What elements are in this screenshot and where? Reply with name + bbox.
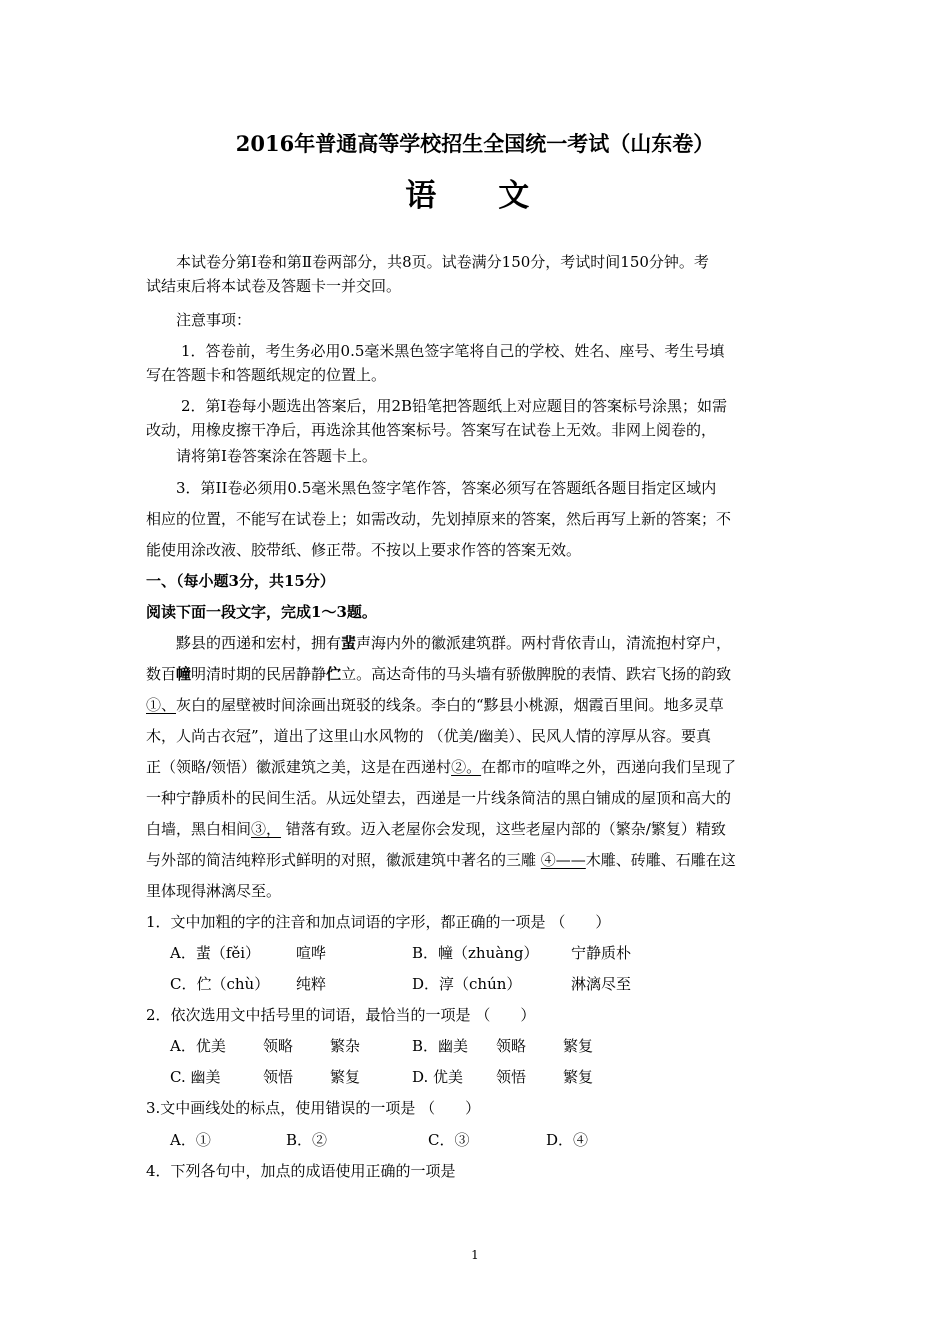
q2-option-c-word2: 领悟 (263, 1068, 294, 1086)
q1-option-b-word: 宁静质朴 (571, 944, 632, 962)
passage-line-2: 数百幢明清时期的民居静静伫立。高达奇伟的马头墙有骄傲脾脫的表情、跌宕飞扬的韵致 (146, 665, 732, 683)
intro-line-2: 试结束后将本试卷及答题卡一并交回。 (146, 277, 402, 295)
note-2c: 请将第Ⅰ卷答案涂在答题卡上。 (176, 447, 377, 465)
q2-option-a-word3: 繁杂 (330, 1037, 361, 1055)
section-heading: 一、（每小题3分，共15分） (146, 572, 335, 590)
note-3a: 3．第II卷必须用0.5毫米黑色签字笔作答，答案必须写在答题纸各题目指定区域内 (176, 479, 717, 497)
subject-title: 语 文 (405, 178, 545, 214)
note-3c: 能使用涂改液、胶带纸、修正带。不按以上要求作答的答案无效。 (146, 541, 582, 559)
question-2-stem: 2．依次选用文中括号里的词语，最恰当的一项是 （ ） (146, 1006, 536, 1024)
notes-heading: 注意事项： (176, 311, 252, 329)
question-4-stem: 4．下列各句中，加点的成语使用正确的一项是 (146, 1162, 456, 1180)
passage-line-7: 白墙，黑白相间③， 错落有致。迈入老屋你会发现，这些老屋内部的（繁杂/繁复）精致 (146, 820, 726, 838)
q3-option-d: D．④ (546, 1131, 589, 1149)
passage-line-1: 黟县的西递和宏村，拥有蜚声海内外的徽派建筑群。两村背依青山，清流抱村穿户， (176, 634, 732, 652)
q2-option-d: D. 优美 (412, 1068, 464, 1086)
passage-line-6: 一种宁静质朴的民间生活。从远处望去，西递是一片线条简洁的黑白铺成的屋顶和高大的 (146, 789, 732, 807)
q1-option-d-word: 淋漓尽至 (571, 975, 632, 993)
q1-option-a-word: 喧哗 (296, 944, 327, 962)
intro-line-1: 本试卷分第Ⅰ卷和第Ⅱ卷两部分，共8页。试卷满分150分，考试时间150分钟。考 (176, 253, 709, 271)
q2-option-b: B．幽美 (412, 1037, 469, 1055)
q1-option-d: D．淳（chún） (412, 975, 522, 993)
passage-line-9: 里体现得淋漓尽至。 (146, 882, 282, 900)
passage-line-5: 正（领略/领悟）徽派建筑之美，这是在西递村②。在都市的喧哗之外，西递向我们呈现了 (146, 758, 737, 776)
q2-option-b-word3: 繁复 (563, 1037, 594, 1055)
question-3-stem: 3.文中画线处的标点，使用错误的一项是 （ ） (146, 1099, 481, 1117)
passage-line-4: 木，人尚古衣冠”，道出了这里山水风物的 （优美/幽美）、民风人情的淳厚从容。要真 (146, 727, 711, 745)
q3-option-b: B．② (286, 1131, 328, 1149)
q1-option-c-word: 纯粹 (296, 975, 327, 993)
q1-option-b: B．幢（zhuàng） (412, 944, 539, 962)
blank-1: ①、 (146, 696, 177, 714)
blank-2: ②。 (451, 758, 482, 776)
note-1b: 写在答题卡和答题纸规定的位置上。 (146, 366, 387, 384)
q2-option-b-word2: 领略 (496, 1037, 527, 1055)
section-instruction: 阅读下面一段文字，完成1～3题。 (146, 603, 377, 621)
page-number: 1 (471, 1248, 479, 1262)
question-1-stem: 1．文中加粗的字的注音和加点词语的字形，都正确的一项是 （ ） (146, 913, 611, 931)
q2-option-a: A．优美 (170, 1037, 226, 1055)
note-1a: 1．答卷前，考生务必用0.5毫米黑色签字笔将自己的学校、姓名、座号、考生号填 (181, 342, 725, 360)
q3-option-c: C．③ (428, 1131, 470, 1149)
note-2b: 改动，用橡皮擦干净后，再选涂其他答案标号。答案写在试卷上无效。非网上阅卷的， (146, 421, 717, 439)
q2-option-d-word3: 繁复 (563, 1068, 594, 1086)
passage-line-8: 与外部的简洁纯粹形式鲜明的对照，徽派建筑中著名的三雕 ④——木雕、砖雕、石雕在这 (146, 851, 736, 869)
q2-option-c: C. 幽美 (170, 1068, 221, 1086)
q2-option-c-word3: 繁复 (330, 1068, 361, 1086)
exam-title: 2016年普通高等学校招生全国统一考试（山东卷） (235, 131, 715, 156)
q1-option-c: C．伫（chù） (170, 975, 270, 993)
note-2a: 2．第Ⅰ卷每小题选出答案后，用2B铅笔把答题纸上对应题目的答案标号涂黑；如需 (181, 397, 728, 415)
q3-option-a: A．① (170, 1131, 211, 1149)
q2-option-d-word2: 领悟 (496, 1068, 527, 1086)
q1-option-a: A．蜚（fěi） (170, 944, 261, 962)
blank-3: ③， (251, 820, 282, 838)
note-3b: 相应的位置，不能写在试卷上；如需改动，先划掉原来的答案，然后再写上新的答案；不 (146, 510, 732, 528)
q2-option-a-word2: 领略 (263, 1037, 294, 1055)
passage-line-3: ①、灰白的屋壁被时间涂画出斑驳的线条。李白的“黟县小桃源，烟霞百里间。地多灵草 (146, 696, 724, 714)
blank-4: ④—— (540, 851, 586, 869)
